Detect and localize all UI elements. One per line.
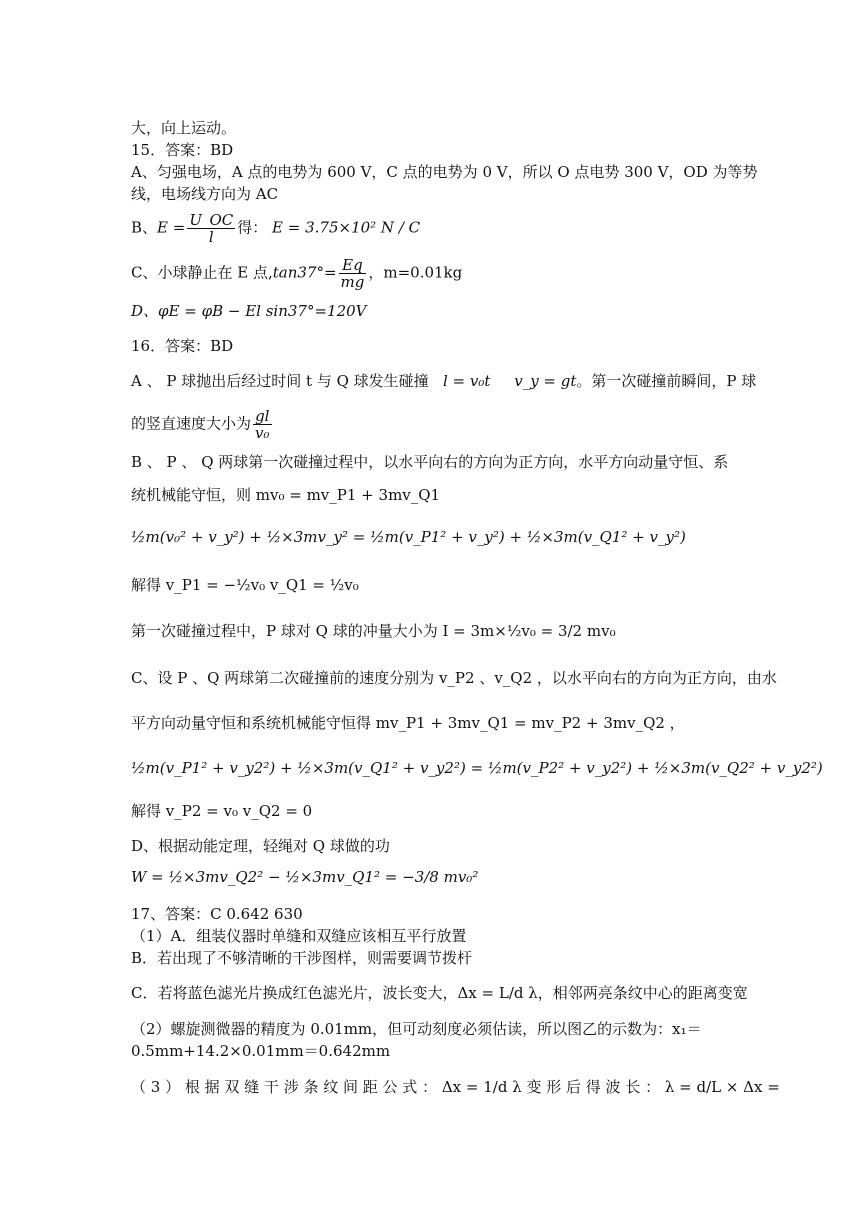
line-10: 的竖直速度大小为 $\frac{gl}{\text{v₀}}$ — [131, 407, 270, 442]
line-05: B、E = $\frac{U\_OC}{l}$ 得： E = 3.75×10² N / C — [131, 211, 421, 246]
line-01: 大，向上运动。 — [131, 119, 237, 137]
line-19: 解得 v_P2 = v₀ v_Q2 = 0 — [131, 802, 313, 820]
line-11: B 、 P 、 Q 两球第一次碰撞过程中，以水平向右的方向为正方向，水平方向动量守恒、系 — [131, 453, 729, 471]
line-23: （1）A．组装仪器时单缝和双缝应该相互平行放置 — [131, 927, 467, 945]
line-07: D、φE = φB − El sin37°=120V — [131, 302, 367, 320]
line-16: C、设 P 、Q 两球第二次碰撞前的速度分别为 v_P2 、v_Q2 ，以水平向右的方向为正方向，由水 — [131, 669, 777, 687]
fraction-gl-over-v0: $\frac{gl}{\text{v₀}}$ — [255, 407, 270, 442]
equation-13: ½m(v₀² + v_y²) + ½×3mv_y² = ½m(v_P1² + v_y²) + ½×3m(v_Q1² + v_y²) — [131, 528, 686, 546]
line-06: C、小球静止在 E 点,tan37°= $\frac{Eq}{mg}$ ，m=0.01kg — [131, 256, 463, 291]
line-09: A 、 P 球抛出后经过时间 t 与 Q 球发生碰撞 l = v₀t v_y = gt。第一次碰撞前瞬间，P 球 — [131, 372, 757, 390]
fraction-uoc-over-l: $\frac{U\_OC}{l}$ — [189, 211, 234, 246]
fraction-eq-over-mg: $\frac{Eq}{mg}$ — [340, 256, 365, 291]
line-17: 平方向动量守恒和系统机械能守恒得 mv_P1 + 3mv_Q1 = mv_P2 + 3mv_Q2 ， — [131, 714, 685, 732]
line-15: 第一次碰撞过程中，P 球对 Q 球的冲量大小为 I = 3m×½v₀ = 3/2 mv₀ — [131, 622, 616, 640]
line-25: C．若将蓝色滤光片换成红色滤光片，波长变大，Δx = L/d λ，相邻两亮条纹中心的距离变宽 — [131, 984, 748, 1002]
line-04: 线，电场线方向为 AC — [131, 185, 279, 203]
line-20: D、根据动能定理，轻绳对 Q 球做的功 — [131, 837, 390, 855]
answer-16: 16．答案：BD — [131, 337, 234, 355]
equation-21: W = ½×3mv_Q2² − ½×3mv_Q1² = −3/8 mv₀² — [131, 868, 479, 886]
line-24: B．若出现了不够清晰的干涉图样，则需要调节拨杆 — [131, 949, 473, 967]
line-03: A、匀强电场，A 点的电势为 600 V，C 点的电势为 0 V，所以 O 点电势 300 V，OD 为等势 — [131, 163, 758, 181]
line-27: 0.5mm+14.2×0.01mm＝0.642mm — [131, 1042, 391, 1060]
equation-18: ½m(v_P1² + v_y2²) + ½×3m(v_Q1² + v_y2²) = ½m(v_P2² + v_y2²) + ½×3m(v_Q2² + v_y2²) — [131, 759, 823, 777]
answer-17: 17、答案：C 0.642 630 — [131, 905, 303, 923]
answer-15: 15．答案：BD — [131, 141, 234, 159]
line-26: （2）螺旋测微器的精度为 0.01mm，但可动刻度必须估读，所以图乙的示数为：x₁＝ — [131, 1020, 702, 1038]
line-14: 解得 v_P1 = −½v₀ v_Q1 = ½v₀ — [131, 576, 359, 594]
line-12: 统机械能守恒，则 mv₀ = mv_P1 + 3mv_Q1 — [131, 486, 441, 504]
line-28: （ 3 ） 根 据 双 缝 干 涉 条 纹 间 距 公 式 ： Δx = 1/d λ 变 形 后 得 波 长 ： λ = d/L × Δx = — [131, 1078, 780, 1096]
